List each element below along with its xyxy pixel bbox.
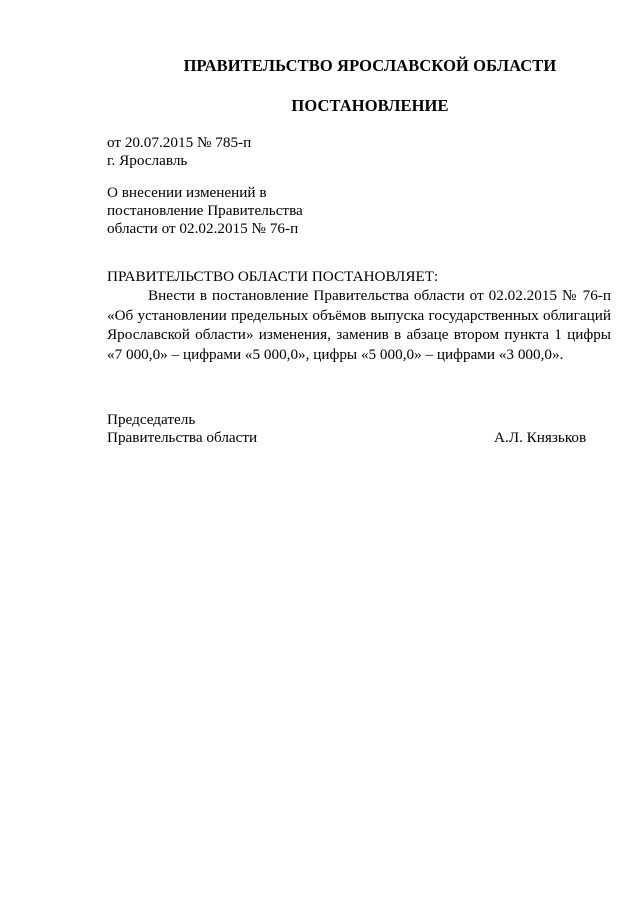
resolves-heading: ПРАВИТЕЛЬСТВО ОБЛАСТИ ПОСТАНОВЛЯЕТ: — [107, 268, 439, 285]
signatory-name: А.Л. Князьков — [494, 429, 587, 446]
signatory-position-line-2: Правительства области — [107, 429, 258, 446]
city: г. Ярославль — [107, 152, 188, 169]
document-type-title: ПОСТАНОВЛЕНИЕ — [291, 96, 449, 115]
date-number: от 20.07.2015 № 785-п — [107, 134, 252, 151]
resolution-body: Внести в постановление Правительства области от 02.02.2015 № 76-п «Об установлении предельных объёмов выпуска государственных облигаций Ярославской области» изменения, заменив в абзаце втором пункта 1 цифры «7 000,0» – цифрами «5 000,0», цифры «5 000,0» – цифрами «3 000,0». — [107, 287, 611, 363]
subject-line-1: О внесении изменений в — [107, 184, 267, 201]
government-title: ПРАВИТЕЛЬСТВО ЯРОСЛАВСКОЙ ОБЛАСТИ — [183, 56, 557, 75]
signatory-position-line-1: Председатель — [107, 411, 196, 428]
subject-line-2: постановление Правительства — [107, 202, 303, 219]
subject-line-3: области от 02.02.2015 № 76-п — [107, 220, 299, 237]
